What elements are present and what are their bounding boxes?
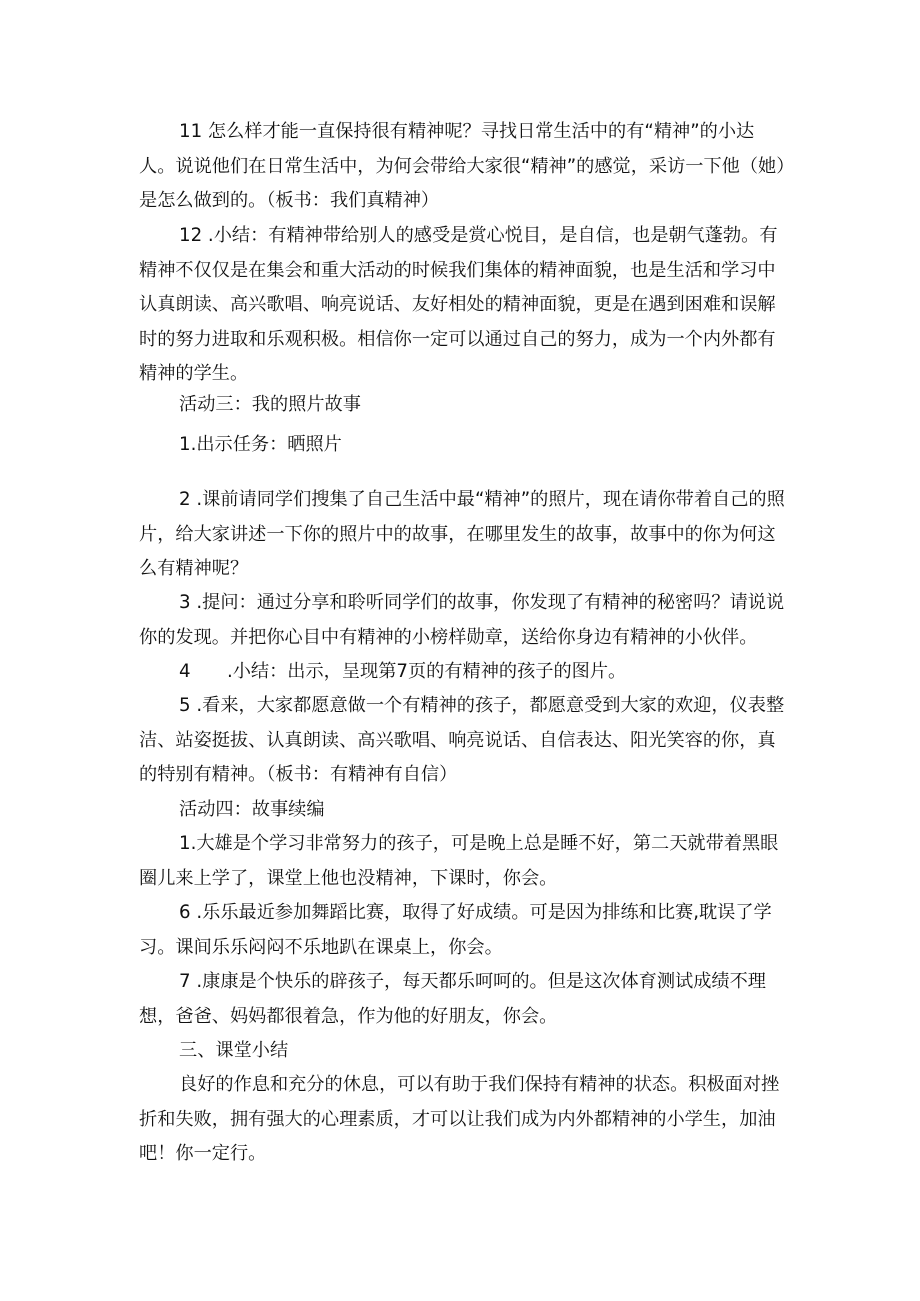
paragraph-item-task: 1.出示任务：晒照片 (179, 434, 342, 455)
activity-four-heading: 活动四：故事续编 (179, 799, 325, 820)
paragraph-item-4: 4 .小结：出示，呈现第7页的有精神的孩子的图片。 (179, 661, 627, 682)
paragraph-item-story-1: 1.大雄是个学习非常努力的孩子，可是晚上总是睡不好，第二天就带着黑眼圈儿来上学了，课堂上他也没精神，下课时，你会。 (139, 833, 779, 889)
paragraph-item-7: 7 .康康是个快乐的辟孩子，每天都乐呵呵的。但是这次体育测试成绩不理想，爸爸、妈妈都很着急，作为他的好朋友，你会。 (139, 971, 766, 1027)
paragraph-item-6: 6 .乐乐最近参加舞蹈比赛，取得了好成绩。可是因为排练和比赛,耽误了学习。课间乐乐闷闷不乐地趴在课桌上，你会。 (139, 902, 772, 958)
class-summary-paragraph: 良好的作息和充分的休息，可以有助于我们保持有精神的状态。积极面对挫折和失败，拥有强大的心理素质，才可以让我们成为内外都精神的小学生，加油吧！你一定行。 (139, 1074, 780, 1164)
paragraph-item-3: 3 .提问：通过分享和聆听同学们的故事，你发现了有精神的秘密吗？请说说你的发现。并把你心目中有精神的小榜样勋章，送给你身边有精神的小伙伴。 (139, 592, 785, 648)
paragraph-item-11: 11 怎么样才能一直保持很有精神呢？寻找日常生活中的有“精神”的小达人。说说他们在日常生活中，为何会带给大家很“精神”的感觉，采访一下他（她）是怎么做到的。（板书：我们真精神） (139, 121, 786, 211)
paragraph-item-12-summary: 12 .小结：有精神带给别人的感受是赏心悦目，是自信，也是朝气蓬勃。有精神不仅仅是在集会和重大活动的时候我们集体的精神面貌，也是生活和学习中认真朗读、高兴歌唱、响亮说话、友好相处的精神面貌，更是在遇到困难和误解时的努力进取和乐观积极。相信你一定可以通过自己的努力，成为一个内外都有精神的学生。 (139, 225, 778, 384)
paragraph-item-2: 2 .课前请同学们搜集了自己生活中最“精神”的照片，现在请你带着自己的照片，给大家讲述一下你的照片中的故事，在哪里发生的故事，故事中的你为何这么有精神呢？ (139, 489, 785, 579)
activity-three-heading: 活动三：我的照片故事 (179, 394, 361, 415)
paragraph-item-5: 5 .看来，大家都愿意做一个有精神的孩子，都愿意受到大家的欢迎，仪表整洁、站姿挺拔、认真朗读、高兴歌唱、响亮说话、自信表达、阳光笑容的你，真的特别有精神。（板书：有精神有自信） (139, 695, 785, 785)
section-three-heading: 三、课堂小结 (179, 1040, 289, 1061)
